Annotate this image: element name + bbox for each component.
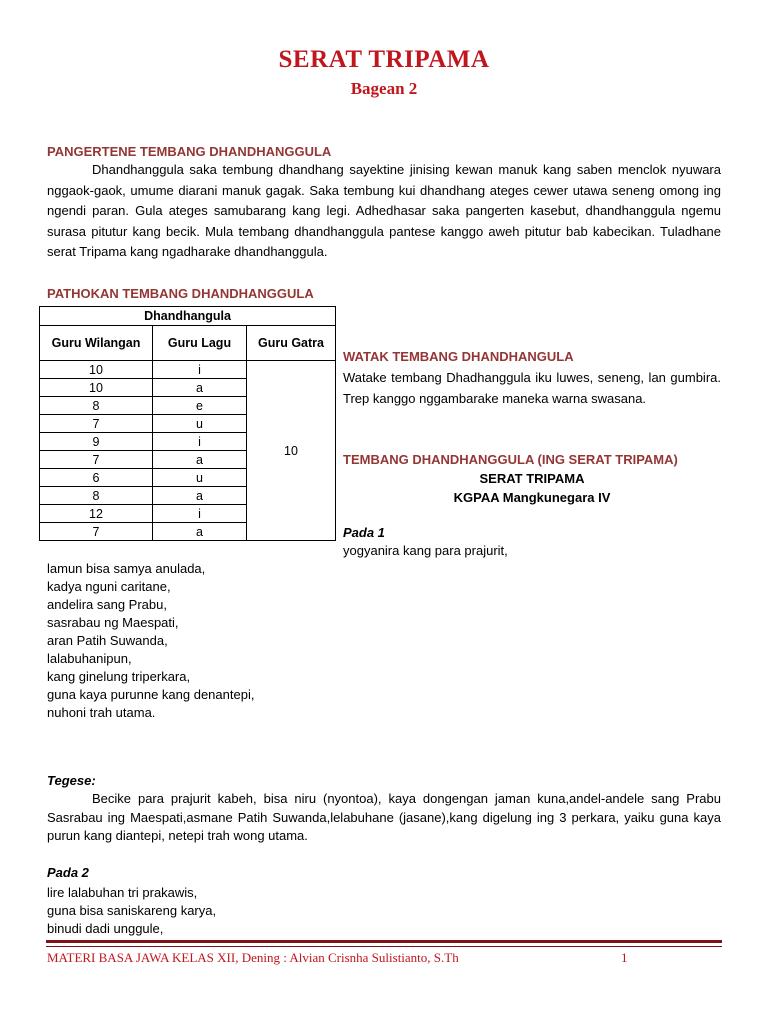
- section-heading-pathokan: PATHOKAN TEMBANG DHANDHANGGULA: [47, 286, 314, 301]
- footer-text: MATERI BASA JAWA KELAS XII, Dening : Alvian Crisnha Sulistianto, S.Th: [47, 950, 459, 965]
- cell-wilangan: 10: [40, 379, 153, 397]
- cell-lagu: a: [153, 523, 247, 541]
- cell-wilangan: 7: [40, 451, 153, 469]
- work-author: KGPAA Mangkunegara IV: [453, 490, 611, 505]
- cell-wilangan: 7: [40, 415, 153, 433]
- table-title: Dhandhangula: [40, 307, 336, 326]
- cell-gatra: 10: [247, 361, 336, 541]
- guru-table: [39, 306, 336, 541]
- cell-lagu: u: [153, 415, 247, 433]
- pada1-first-line: yogyanira kang para prajurit,: [343, 543, 508, 558]
- poem-line: lamun bisa samya anulada,: [47, 561, 206, 576]
- pada2-poem: [47, 884, 216, 938]
- tegese-text: Becike para prajurit kabeh, bisa niru (nyontoa), kaya dongengan jaman kuna,andel-andele sang Prabu Sasrabau ing Maespati,asmane Patih Suwanda,lelabuhane (jasane),kang digelung ing 3 perkara, yaiku guna kaya purun kang diantepi, netepi trah wong utama.: [47, 791, 721, 843]
- guru-table-wrap: [39, 306, 336, 541]
- cell-wilangan: 12: [40, 505, 153, 523]
- cell-lagu: u: [153, 469, 247, 487]
- poem-line: nuhoni trah utama.: [47, 705, 156, 720]
- cell-lagu: i: [153, 433, 247, 451]
- cell-wilangan: 8: [40, 487, 153, 505]
- poem-line: guna kaya purunne kang denantepi,: [47, 687, 255, 702]
- poem-line: lire lalabuhan tri prakawis,: [47, 885, 198, 900]
- cell-wilangan: 10: [40, 361, 153, 379]
- col-header-wilangan: Guru Wilangan: [40, 326, 153, 361]
- cell-lagu: a: [153, 487, 247, 505]
- footer-rule-thick: [46, 940, 722, 943]
- poem-line: kadya nguni caritane,: [47, 579, 171, 594]
- tegese-paragraph: [47, 790, 721, 846]
- poem-line: aran Patih Suwanda,: [47, 633, 168, 648]
- cell-lagu: i: [153, 361, 247, 379]
- poem-line: sasrabau ng Maespati,: [47, 615, 179, 630]
- page-subtitle: Bagean 2: [350, 79, 418, 98]
- poem-line: andelira sang Prabu,: [47, 597, 167, 612]
- pada2-label: Pada 2: [47, 865, 89, 880]
- poem-line: binudi dadi unggule,: [47, 921, 164, 936]
- poem-line: guna bisa saniskareng karya,: [47, 903, 217, 918]
- cell-lagu: a: [153, 451, 247, 469]
- pada1-label: Pada 1: [343, 525, 385, 540]
- pada1-poem: [47, 560, 254, 722]
- work-title: SERAT TRIPAMA: [479, 471, 585, 486]
- section-heading-pangertene: PANGERTENE TEMBANG DHANDHANGGULA: [47, 144, 332, 159]
- cell-wilangan: 8: [40, 397, 153, 415]
- cell-wilangan: 7: [40, 523, 153, 541]
- pangertene-text: Dhandhanggula saka tembung dhandhang sayektine jinising kewan manuk kang saben menclok nyuwara nggaok-gaok, umume diarani manuk gagak. Saka tembung kui dhandhang ateges cewer utawa seneng omong ing ngendi paran. Gula ateges samubarang kang legi. Adhedhasar saka pangerten kasebut, dhandhanggula ngemu surasa pitutur kang becik. Mula tembang dhandhanggula pantese kanggo aweh pitutur bab kabecikan. Tuladhane serat Tripama kang ngadharake dhandhanggula.: [47, 162, 721, 259]
- page-number: 1: [621, 950, 628, 965]
- watak-text: Watake tembang Dhadhanggula iku luwes, seneng, lan gumbira. Trep kanggo nggambarake maneka warna swasana.: [343, 370, 721, 406]
- table-row: [40, 361, 336, 379]
- col-header-lagu: Guru Lagu: [153, 326, 247, 361]
- page-title: SERAT TRIPAMA: [278, 46, 490, 73]
- footer-rule-thin: [46, 946, 722, 947]
- pangertene-paragraph: [47, 160, 721, 263]
- section-heading-tembang: TEMBANG DHANDHANGGULA (ING SERAT TRIPAMA): [343, 452, 678, 467]
- poem-line: lalabuhanipun,: [47, 651, 132, 666]
- tegese-label: Tegese:: [47, 773, 96, 788]
- cell-lagu: e: [153, 397, 247, 415]
- cell-wilangan: 9: [40, 433, 153, 451]
- col-header-gatra: Guru Gatra: [247, 326, 336, 361]
- cell-lagu: a: [153, 379, 247, 397]
- poem-line: kang ginelung triperkara,: [47, 669, 191, 684]
- cell-lagu: i: [153, 505, 247, 523]
- section-heading-watak: WATAK TEMBANG DHANDHANGULA: [343, 349, 574, 364]
- cell-wilangan: 6: [40, 469, 153, 487]
